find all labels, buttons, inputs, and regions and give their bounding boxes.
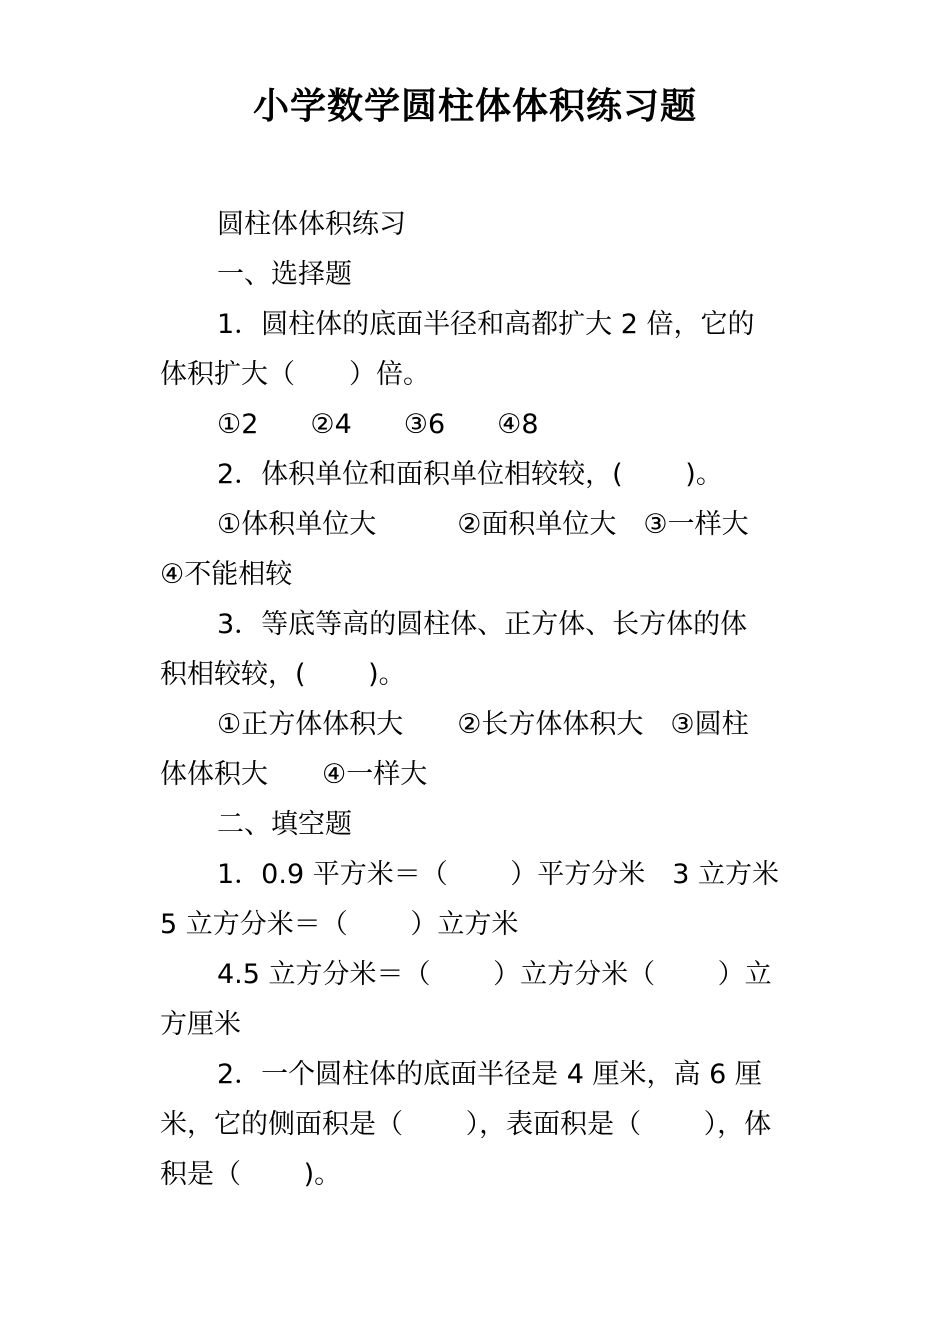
fill-1b-line-1: 4.5 立方分米＝（ ）立方分米（ ）立: [217, 959, 772, 990]
question-1-line-2: 体积扩大（ ）倍。: [160, 359, 430, 390]
question-2-options-line-2: ④不能相较: [160, 559, 293, 590]
fill-2-line-3: 积是（ )。: [160, 1159, 342, 1190]
question-2-options-line-1: ①体积单位大 ②面积单位大 ③一样大: [217, 509, 749, 540]
question-1-options: [160, 400, 792, 450]
fill-1b-line-2: 方厘米: [160, 1009, 241, 1040]
question-3-line-2: 积相较较，( )。: [160, 659, 406, 690]
option-d: ④8: [497, 409, 539, 440]
option-b: ②4: [310, 409, 352, 440]
fill-2-line-2: 米，它的侧面积是（ ），表面积是（ ），体: [160, 1109, 772, 1140]
section-heading-choice: 一、选择题: [217, 259, 352, 290]
section-heading-fill: 二、填空题: [217, 809, 352, 840]
question-3-line-1: 3．等底等高的圆柱体、正方体、长方体的体: [217, 609, 748, 640]
worksheet-heading: 圆柱体体积练习: [217, 209, 406, 240]
fill-2-line-1: 2．一个圆柱体的底面半径是 4 厘米，高 6 厘: [217, 1059, 762, 1090]
document-title: 小学数学圆柱体体积练习题: [252, 86, 697, 127]
question-1-line-1: 1．圆柱体的底面半径和高都扩大 2 倍，它的: [217, 309, 755, 340]
option-c: ③6: [403, 409, 446, 440]
document-body: [160, 200, 792, 1200]
fill-1-line-1: 1．0.9 平方米＝（ ）平方分米 3 立方米: [217, 859, 780, 890]
option-a: ①2: [217, 409, 259, 440]
question-3-options-line-1: ①正方体体积大 ②长方体体积大 ③圆柱: [217, 709, 749, 740]
question-3-options-line-2: 体体积大 ④一样大: [160, 759, 428, 790]
fill-1-line-2: 5 立方分米＝（ ）立方米: [160, 909, 519, 940]
question-2-stem: 2．体积单位和面积单位相较较，( )。: [217, 459, 723, 490]
